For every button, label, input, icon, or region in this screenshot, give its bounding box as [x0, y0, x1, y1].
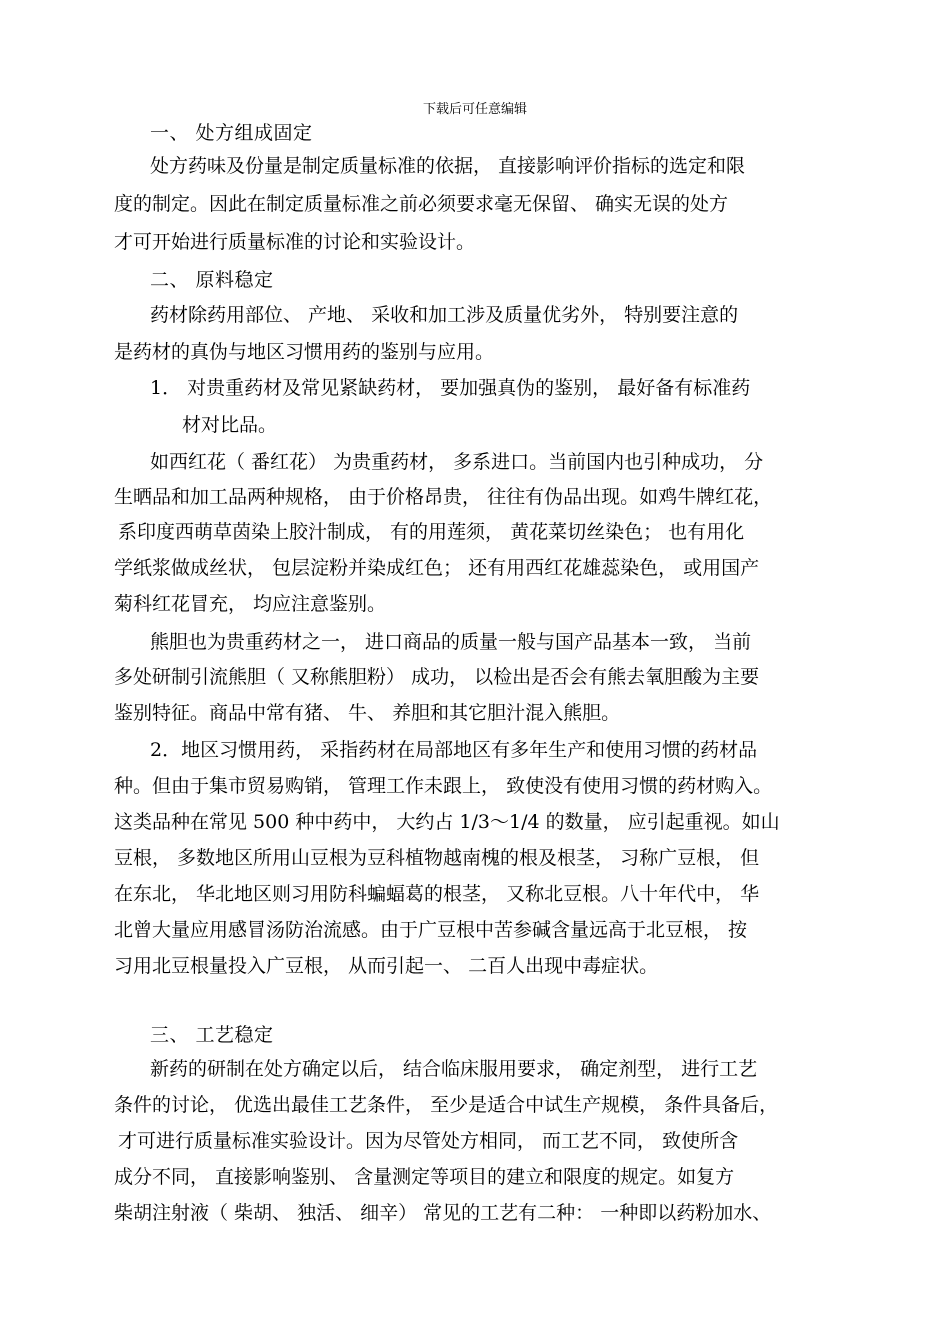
paragraph-line: 菊科红花冒充， 均应注意鉴别。 [114, 593, 387, 615]
paragraph-line: 如西红花（ 番红花） 为贵重药材， 多系进口。当前国内也引种成功， 分 [150, 451, 764, 473]
paragraph-line: 学纸浆做成丝状， 包层淀粉并染成红色； 还有用西红花雄蕊染色， 或用国产 [114, 557, 760, 579]
section-heading-2: 二、 原料稳定 [150, 269, 274, 291]
paragraph-line: 多处研制引流熊胆（ 又称熊胆粉） 成功， 以检出是否会有熊去氧胆酸为主要 [114, 666, 760, 688]
paragraph-line: 生晒品和加工品两种规格， 由于价格昂贵， 往往有伪品出现。如鸡牛牌红花， [114, 486, 773, 508]
paragraph-line: 处方药味及份量是制定质量标准的依据， 直接影响评价指标的选定和限 [150, 155, 746, 177]
paragraph-line: 这类品种在常见 500 种中药中， 大约占 1/3～1/4 的数量， 应引起重视。如山 [114, 811, 780, 833]
list-item-1-continued: 材对比品。 [182, 414, 278, 436]
paragraph-line: 度的制定。因此在制定质量标准之前必须要求毫无保留、 确实无误的处方 [114, 193, 729, 215]
paragraph-line: 新药的研制在处方确定以后， 结合临床服用要求， 确定剂型， 进行工艺 [150, 1058, 758, 1080]
paragraph-line: 条件的讨论， 优选出最佳工艺条件， 至少是适合中试生产规模， 条件具备后， [114, 1094, 779, 1116]
paragraph-line: 成分不同， 直接影响鉴别、 含量测定等项目的建立和限度的规定。如复方 [114, 1166, 735, 1188]
paragraph-line: 种。但由于集市贸易购销， 管理工作未跟上， 致使没有使用习惯的药材购入。 [114, 775, 773, 797]
paragraph-line: 习用北豆根量投入广豆根， 从而引起一、 二百人出现中毒症状。 [114, 955, 659, 977]
paragraph-line: 在东北， 华北地区则习用防科蝙蝠葛的根茎， 又称北豆根。八十年代中， 华 [114, 883, 760, 905]
paragraph-line: 系印度西萌草茵染上胶汁制成， 有的用莲须， 黄花菜切丝染色； 也有用化 [118, 521, 745, 543]
paragraph-line: 豆根， 多数地区所用山豆根为豆科植物越南槐的根及根茎， 习称广豆根， 但 [114, 847, 760, 869]
section-heading-3: 三、 工艺稳定 [150, 1024, 274, 1046]
paragraph-line: 熊胆也为贵重药材之一， 进口商品的质量一般与国产品基本一致， 当前 [150, 631, 752, 653]
page-header-note: 下载后可任意编辑 [422, 102, 527, 117]
section-heading-1: 一、 处方组成固定 [150, 122, 313, 144]
paragraph-line: 才可进行质量标准实验设计。因为尽管处方相同， 而工艺不同， 致使所含 [118, 1130, 739, 1152]
list-item-1: 1． 对贵重药材及常见紧缺药材， 要加强真伪的鉴别， 最好备有标准药 [150, 377, 751, 399]
paragraph-line: 柴胡注射液（ 柴胡、 独活、 细辛） 常见的工艺有二种： 一种即以药粉加水、 [114, 1202, 772, 1224]
paragraph-line: 是药材的真伪与地区习惯用药的鉴别与应用。 [114, 341, 495, 363]
paragraph-line: 药材除药用部位、 产地、 采收和加工涉及质量优劣外， 特别要注意的 [150, 304, 739, 326]
paragraph-line: 北曾大量应用感冒汤防治流感。由于广豆根中苦参碱含量远高于北豆根， 按 [114, 919, 748, 941]
paragraph-line: 鉴别特征。商品中常有猪、 牛、 养胆和其它胆汁混入熊胆。 [114, 702, 621, 724]
paragraph-line: 才可开始进行质量标准的讨论和实验设计。 [114, 231, 476, 253]
list-item-2: 2．地区习惯用药， 采指药材在局部地区有多年生产和使用习惯的药材品 [150, 739, 758, 761]
